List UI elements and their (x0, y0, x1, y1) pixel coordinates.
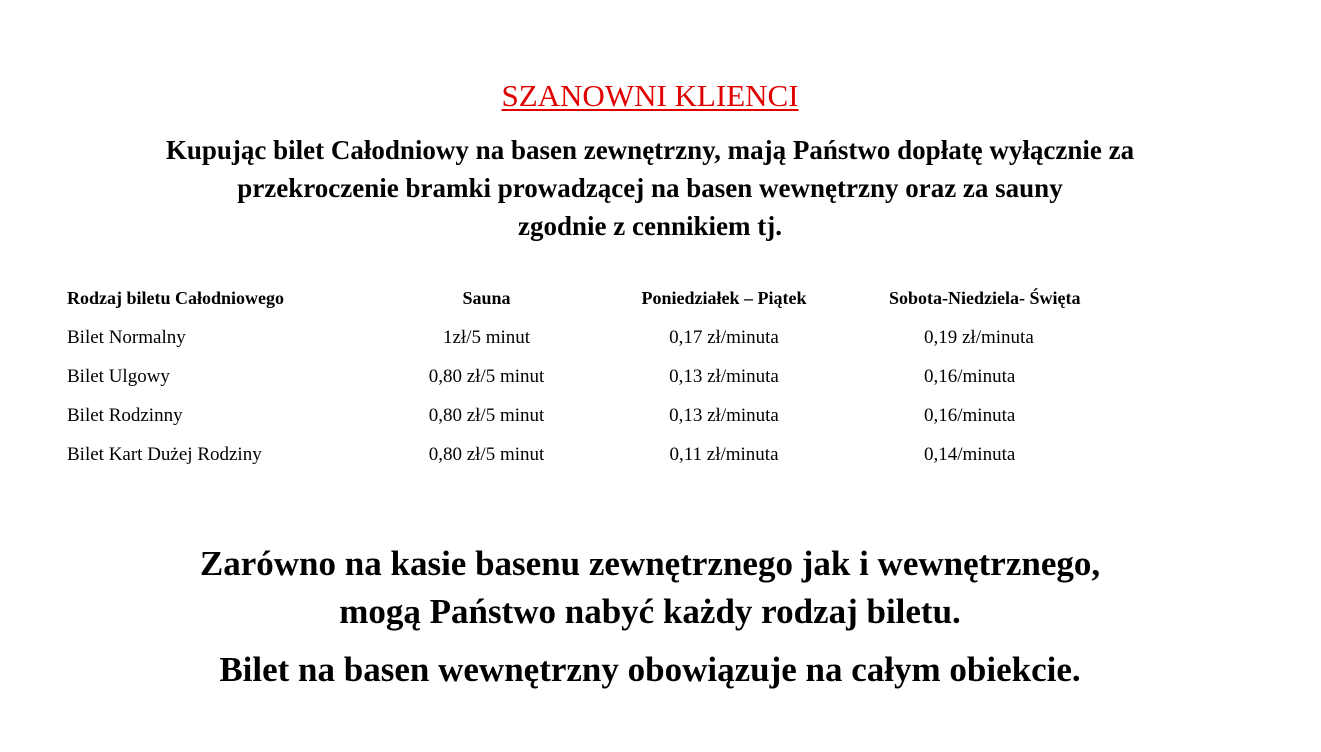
table-header-row (62, 279, 1194, 318)
weekday-price-cell: 0,13 zł/minuta (669, 404, 779, 426)
ticket-type-cell: Bilet Rodzinny (67, 404, 183, 426)
intro-line-3: zgodnie z cennikiem tj. (518, 211, 782, 241)
ticket-type-cell: Bilet Ulgowy (67, 365, 170, 387)
footer-line-2: mogą Państwo nabyć każdy rodzaj biletu. (339, 592, 961, 631)
header-weekday: Poniedziałek – Piątek (641, 288, 807, 308)
sauna-price-cell: 0,80 zł/5 minut (428, 365, 545, 387)
footer-line-1: Zarówno na kasie basenu zewnętrznego jak i wewnętrznego, (199, 544, 1101, 583)
weekday-price-cell: 0,13 zł/minuta (669, 365, 779, 387)
intro-line-1: Kupując bilet Całodniowy na basen zewnętrzny, mają Państwo dopłatę wyłącznie za (165, 135, 1135, 165)
weekend-price-cell: 0,19 zł/minuta (924, 326, 1034, 348)
weekday-price-cell: 0,11 zł/minuta (669, 443, 779, 465)
footer-notice (0, 540, 1300, 694)
weekend-price-cell: 0,14/minuta (924, 443, 1016, 465)
table-row (62, 357, 1194, 396)
sauna-price-cell: 0,80 zł/5 minut (428, 443, 545, 465)
ticket-type-cell: Bilet Normalny (67, 326, 186, 348)
weekend-price-cell: 0,16/minuta (924, 404, 1016, 426)
header-ticket-type: Rodzaj biletu Całodniowego (67, 288, 285, 308)
weekday-price-cell: 0,17 zł/minuta (669, 326, 779, 348)
table-row (62, 318, 1194, 357)
header-sauna: Sauna (462, 288, 511, 308)
header-weekend: Sobota-Niedziela- Święta (889, 288, 1081, 308)
price-table (62, 279, 1194, 474)
table-row (62, 396, 1194, 435)
sauna-price-cell: 1zł/5 minut (442, 326, 531, 348)
notice-title: SZANOWNI KLIENCI (501, 78, 799, 113)
intro-paragraph (40, 131, 1260, 245)
sauna-price-cell: 0,80 zł/5 minut (428, 404, 545, 426)
intro-line-2: przekroczenie bramki prowadzącej na basen wewnętrzny oraz za sauny (237, 173, 1063, 203)
weekend-price-cell: 0,16/minuta (924, 365, 1016, 387)
footer-line-3: Bilet na basen wewnętrzny obowiązuje na całym obiekcie. (219, 650, 1081, 689)
table-row (62, 435, 1194, 474)
ticket-type-cell: Bilet Kart Dużej Rodziny (67, 443, 262, 465)
